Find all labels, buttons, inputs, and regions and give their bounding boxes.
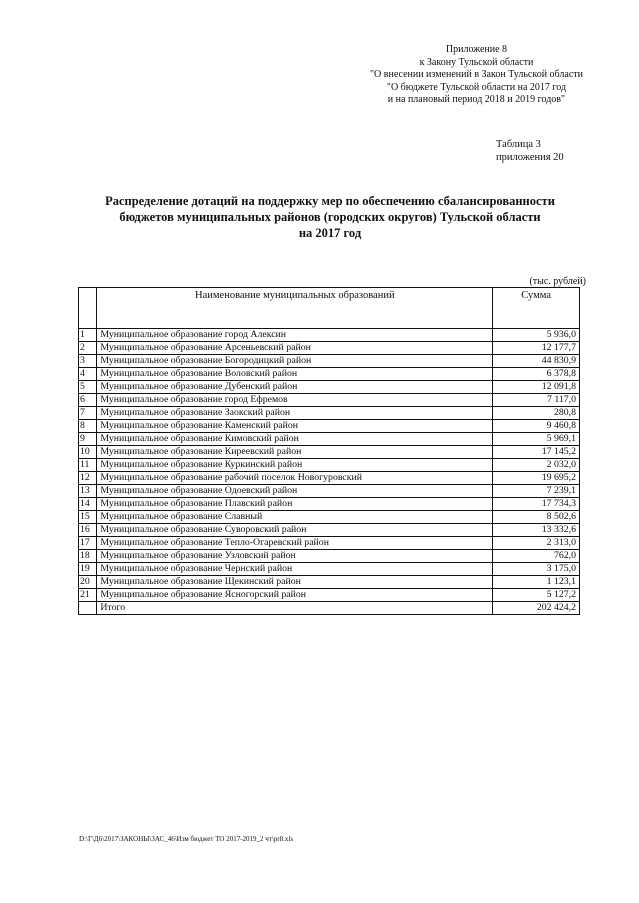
row-number: 1 bbox=[79, 329, 97, 342]
row-name: Муниципальное образование Славный bbox=[97, 511, 493, 524]
table-reference bbox=[496, 138, 564, 164]
row-number: 17 bbox=[79, 537, 97, 550]
row-name: Муниципальное образование Плавский район bbox=[97, 498, 493, 511]
appendix-line: к Закону Тульской области bbox=[419, 56, 534, 68]
table-row bbox=[79, 407, 580, 420]
row-name: Муниципальное образование Заокский район bbox=[97, 407, 493, 420]
row-sum: 3 175,0 bbox=[493, 563, 580, 576]
row-sum: 12 091,8 bbox=[493, 381, 580, 394]
table-row bbox=[79, 537, 580, 550]
table-header-row bbox=[79, 288, 580, 329]
row-name: Муниципальное образование Воловский район bbox=[97, 368, 493, 381]
table-row bbox=[79, 329, 580, 342]
row-name: Муниципальное образование город Алексин bbox=[97, 329, 493, 342]
file-path-footer: D:\Г\Д6\2017\ЗАКОНЫ\ЗАС_46\Изм бюджет ТО 2017-2019_2 чт\pr8.xls bbox=[79, 835, 294, 843]
table-row bbox=[79, 511, 580, 524]
row-sum: 44 830,9 bbox=[493, 355, 580, 368]
row-name: Муниципальное образование Кимовский район bbox=[97, 433, 493, 446]
row-number: 16 bbox=[79, 524, 97, 537]
row-sum: 17 734,3 bbox=[493, 498, 580, 511]
row-sum: 2 032,0 bbox=[493, 459, 580, 472]
row-name: Муниципальное образование Тепло-Огаревский район bbox=[97, 537, 493, 550]
row-number: 6 bbox=[79, 394, 97, 407]
row-number: 19 bbox=[79, 563, 97, 576]
row-number: 9 bbox=[79, 433, 97, 446]
table-ref-line: приложения 20 bbox=[496, 152, 564, 163]
row-name: Муниципальное образование Одоевский район bbox=[97, 485, 493, 498]
row-sum: 5 969,1 bbox=[493, 433, 580, 446]
row-number bbox=[79, 602, 97, 615]
table-row bbox=[79, 355, 580, 368]
appendix-line: "О бюджете Тульской области на 2017 год bbox=[386, 81, 567, 93]
row-sum: 202 424,2 bbox=[493, 602, 580, 615]
row-name: Муниципальное образование Ясногорский район bbox=[97, 589, 493, 602]
row-number: 10 bbox=[79, 446, 97, 459]
table-row bbox=[79, 381, 580, 394]
table-ref-line: Таблица 3 bbox=[496, 139, 541, 150]
row-number: 11 bbox=[79, 459, 97, 472]
row-name: Муниципальное образование Киреевский район bbox=[97, 446, 493, 459]
row-name: Муниципальное образование Каменский район bbox=[97, 420, 493, 433]
subsidy-table bbox=[78, 287, 580, 615]
row-sum: 5 127,2 bbox=[493, 589, 580, 602]
table-row bbox=[79, 472, 580, 485]
table-row bbox=[79, 368, 580, 381]
appendix-line: и на плановый период 2018 и 2019 годов" bbox=[387, 94, 566, 105]
title-line: бюджетов муниципальных районов (городских округов) Тульской области bbox=[119, 210, 541, 224]
row-sum: 19 695,2 bbox=[493, 472, 580, 485]
row-name: Муниципальное образование Арсеньевский район bbox=[97, 342, 493, 355]
table-row bbox=[79, 433, 580, 446]
title-line: Распределение дотаций на поддержку мер по обеспечению сбалансированности bbox=[105, 194, 555, 208]
header-num bbox=[79, 288, 97, 329]
row-sum: 17 145,2 bbox=[493, 446, 580, 459]
row-number: 20 bbox=[79, 576, 97, 589]
row-number: 21 bbox=[79, 589, 97, 602]
row-number: 2 bbox=[79, 342, 97, 355]
row-number: 12 bbox=[79, 472, 97, 485]
table-body bbox=[79, 329, 580, 615]
table-row bbox=[79, 498, 580, 511]
row-sum: 12 177,7 bbox=[493, 342, 580, 355]
row-number: 13 bbox=[79, 485, 97, 498]
table-row bbox=[79, 394, 580, 407]
row-name: Муниципальное образование Щекинский район bbox=[97, 576, 493, 589]
total-row bbox=[79, 602, 580, 615]
table-row bbox=[79, 446, 580, 459]
row-number: 18 bbox=[79, 550, 97, 563]
row-number: 7 bbox=[79, 407, 97, 420]
row-name: Муниципальное образование Суворовский район bbox=[97, 524, 493, 537]
header-name: Наименование муниципальных образований bbox=[97, 288, 493, 329]
table-row bbox=[79, 459, 580, 472]
title-line: на 2017 год bbox=[298, 226, 362, 240]
row-name: Муниципальное образование Узловский район bbox=[97, 550, 493, 563]
row-name: Муниципальное образование рабочий поселок Новогуровский bbox=[97, 472, 493, 485]
row-number: 4 bbox=[79, 368, 97, 381]
row-sum: 2 313,0 bbox=[493, 537, 580, 550]
row-sum: 6 378,8 bbox=[493, 368, 580, 381]
row-sum: 280,8 bbox=[493, 407, 580, 420]
row-number: 3 bbox=[79, 355, 97, 368]
row-sum: 7 117,0 bbox=[493, 394, 580, 407]
row-name: Муниципальное образование город Ефремов bbox=[97, 394, 493, 407]
row-name: Итого bbox=[97, 602, 493, 615]
row-number: 14 bbox=[79, 498, 97, 511]
appendix-header bbox=[370, 44, 583, 107]
table-row bbox=[79, 420, 580, 433]
row-sum: 13 332,6 bbox=[493, 524, 580, 537]
row-number: 8 bbox=[79, 420, 97, 433]
appendix-line: "О внесении изменений в Закон Тульской области bbox=[369, 69, 583, 80]
row-sum: 8 502,6 bbox=[493, 511, 580, 524]
row-number: 15 bbox=[79, 511, 97, 524]
row-sum: 762,0 bbox=[493, 550, 580, 563]
row-number: 5 bbox=[79, 381, 97, 394]
table-row bbox=[79, 550, 580, 563]
row-name: Муниципальное образование Куркинский район bbox=[97, 459, 493, 472]
table-row bbox=[79, 576, 580, 589]
row-sum: 1 123,1 bbox=[493, 576, 580, 589]
row-name: Муниципальное образование Дубенский район bbox=[97, 381, 493, 394]
table-row bbox=[79, 589, 580, 602]
table-row bbox=[79, 524, 580, 537]
row-sum: 9 460,8 bbox=[493, 420, 580, 433]
table-row bbox=[79, 485, 580, 498]
row-name: Муниципальное образование Богородицкий район bbox=[97, 355, 493, 368]
document-title bbox=[60, 193, 600, 241]
row-sum: 7 239,1 bbox=[493, 485, 580, 498]
row-name: Муниципальное образование Чернский район bbox=[97, 563, 493, 576]
table-row bbox=[79, 563, 580, 576]
unit-label: (тыс. рублей) bbox=[529, 276, 586, 287]
row-sum: 5 936,0 bbox=[493, 329, 580, 342]
appendix-line: Приложение 8 bbox=[445, 44, 508, 55]
table-row bbox=[79, 342, 580, 355]
header-sum: Сумма bbox=[493, 288, 580, 329]
